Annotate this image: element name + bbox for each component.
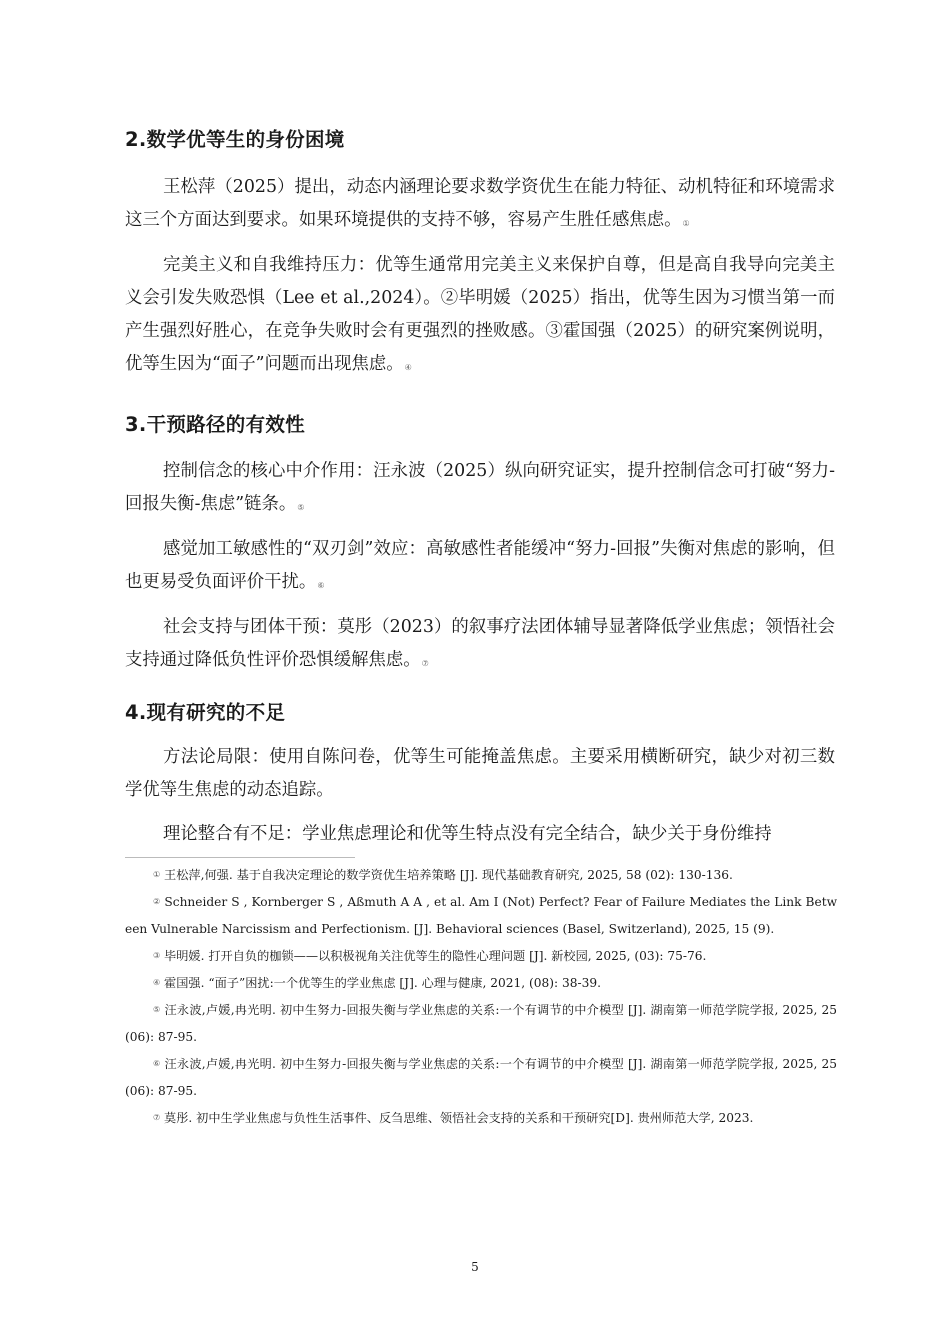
paragraph-text: 理论整合有不足：学业焦虑理论和优等生特点没有完全结合，缺少关于身份维持 <box>163 824 772 844</box>
footnote <box>125 1105 837 1132</box>
paragraph-text: 社会支持与团体干预：莫彤（2023）的叙事疗法团体辅导显著降低学业焦虑；领悟社会支持通过降低负性评价恐惧缓解焦虑。 <box>125 617 835 670</box>
paragraph <box>125 249 835 381</box>
paragraph-text: 王松萍（2025）提出，动态内涵理论要求数学资优生在能力特征、动机特征和环境需求这三个方面达到要求。如果环境提供的支持不够，容易产生胜任感焦虑。 <box>125 177 835 230</box>
footnote-separator <box>125 857 355 858</box>
footnote <box>125 997 837 1051</box>
footnote-ref[interactable]: ④ <box>404 363 412 372</box>
section-4 <box>125 696 835 730</box>
page-number: 5 <box>471 1260 479 1274</box>
footnote-mark: ⑤ <box>153 1005 161 1014</box>
paragraph-text: 完美主义和自我维持压力：优等生通常用完美主义来保护自尊，但是高自我导向完美主义会引发失败恐惧（Lee et al.,2024）。②毕明媛（2025）指出，优等生因为习惯当第一而产生强烈好胜心，在竞争失败时会有更强烈的挫败感。③霍国强（2025）的研究案例说明，优等生因为“面子”问题而出现焦虑。 <box>125 255 835 374</box>
footnote-mark: ⑦ <box>153 1113 161 1122</box>
footnote-text: 王松萍,何强. 基于自我决定理论的数学资优生培养策略 [J]. 现代基础教育研究, 2025, 58 (02): 130-136. <box>164 868 733 882</box>
footnote <box>125 889 837 943</box>
footnote-text: 莫彤. 初中生学业焦虑与负性生活事件、反刍思维、领悟社会支持的关系和干预研究[D]. 贵州师范大学, 2023. <box>164 1111 754 1125</box>
footnote-ref[interactable]: ⑤ <box>297 503 305 512</box>
footnotes <box>125 862 837 1132</box>
footnote-mark: ③ <box>153 951 161 960</box>
paragraph <box>125 818 835 851</box>
section-heading: 2.数学优等生的身份困境 <box>125 128 345 151</box>
footnote-mark: ⑥ <box>153 1059 161 1068</box>
footnote <box>125 943 837 970</box>
paragraph-text: 方法论局限：使用自陈问卷，优等生可能掩盖焦虑。主要采用横断研究，缺少对初三数学优等生焦虑的动态追踪。 <box>125 747 835 800</box>
paragraph <box>125 533 835 599</box>
paragraph <box>125 455 835 521</box>
paragraph-text: 控制信念的核心中介作用：汪永波（2025）纵向研究证实，提升控制信念可打破“努力-回报失衡-焦虑”链条。 <box>125 461 835 514</box>
section-2 <box>125 123 835 157</box>
footnote-text: 汪永波,卢媛,冉光明. 初中生努力-回报失衡与学业焦虑的关系:一个有调节的中介模型 [J]. 湖南第一师范学院学报, 2025, 25 (06): 87-95. <box>125 1057 838 1098</box>
footnote-text: 毕明媛. 打开自负的枷锁——以积极视角关注优等生的隐性心理问题 [J]. 新校园, 2025, (03): 75-76. <box>164 949 707 963</box>
footnote-mark: ② <box>153 897 161 906</box>
footnote-mark: ① <box>153 870 161 879</box>
footnote-ref[interactable]: ⑥ <box>317 581 325 590</box>
footnote-text: 汪永波,卢媛,冉光明. 初中生努力-回报失衡与学业焦虑的关系:一个有调节的中介模型 [J]. 湖南第一师范学院学报, 2025, 25 (06): 87-95. <box>125 1003 838 1044</box>
section-3 <box>125 408 835 442</box>
footnote-ref[interactable]: ⑦ <box>421 659 429 668</box>
paragraph <box>125 741 835 807</box>
footnote <box>125 862 837 889</box>
footnote-mark: ④ <box>153 978 161 987</box>
paragraph <box>125 171 835 237</box>
paragraph <box>125 611 835 677</box>
footnote <box>125 970 837 997</box>
section-heading: 3.干预路径的有效性 <box>125 413 305 436</box>
paragraph-text: 感觉加工敏感性的“双刃剑”效应：高敏感性者能缓冲“努力-回报”失衡对焦虑的影响，但也更易受负面评价干扰。 <box>125 539 835 592</box>
footnote-text: Schneider S , Kornberger S , Aßmuth A A , et al. Am I (Not) Perfect? Fear of Failure Mediates the Link Between Vulnerable Narcissism and Perfectionism. [J]. Behavioral sciences (Basel, Switzerland), 2025, 15 (9). <box>125 895 838 936</box>
footnote <box>125 1051 837 1105</box>
section-heading: 4.现有研究的不足 <box>125 701 286 724</box>
footnote-text: 霍国强. “面子”困扰:一个优等生的学业焦虑 [J]. 心理与健康, 2021, (08): 38-39. <box>164 976 602 990</box>
footnote-ref[interactable]: ① <box>682 219 690 228</box>
